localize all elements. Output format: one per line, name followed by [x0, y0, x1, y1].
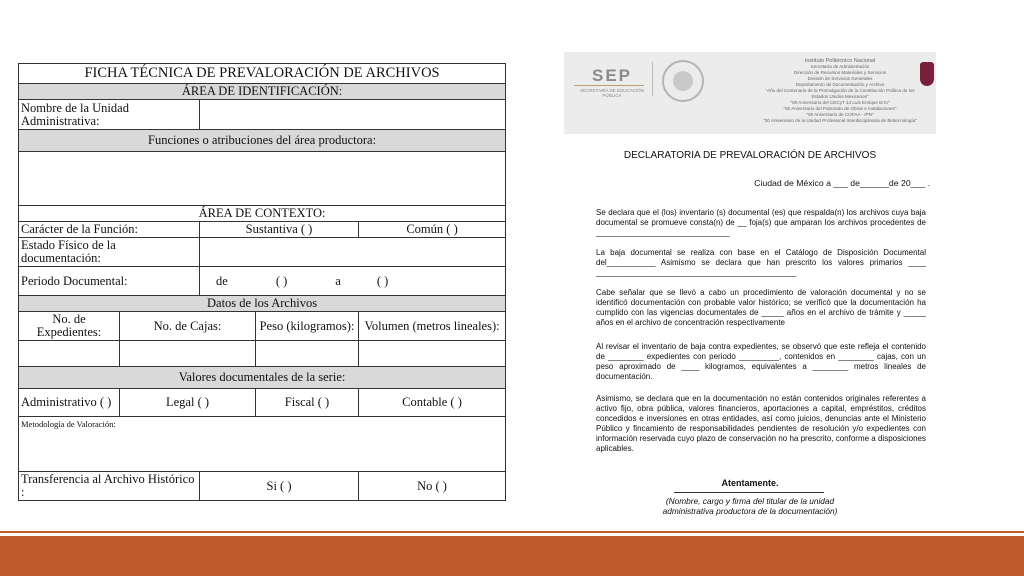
metodologia-field[interactable]: Metodología de Valoración:	[19, 417, 506, 472]
signature-caption	[564, 496, 936, 516]
atentamente-label: Atentamente.	[721, 478, 779, 488]
transferencia-no-option[interactable]: No ( )	[359, 472, 506, 501]
signature-caption-line-1: (Nombre, cargo y firma del titular de la unidad	[665, 496, 835, 506]
no-expedientes-field[interactable]	[19, 341, 120, 367]
mexico-emblem-icon	[662, 60, 704, 102]
signature-caption-line-2: administrativa productora de la documentación)	[662, 506, 838, 516]
area-contexto-row	[19, 206, 506, 222]
nombre-unidad-field[interactable]	[200, 100, 506, 130]
paragraph-expedientes: Al revisar el inventario de baja contra expedientes, se observó que este refleja el contenido de ________ expedientes con periodo _________, contenidos en ________ cajas, con un peso aproximado de ____ kilogramos, equivalentes a ________ metros lineales de documentación.	[596, 342, 926, 381]
paragraph-catalogo: La baja documental se realiza con base en el Catálogo de Disposición Documental del___________ Asimismo se declara que han prescrito los valores primarios ____ _____________________________________________	[596, 248, 926, 277]
nombre-unidad-row	[19, 100, 506, 130]
caracter-funcion-label: Carácter de la Función:	[19, 222, 200, 238]
periodo-hasta-paren: ( )	[376, 273, 389, 288]
ficha-tecnica-table	[18, 63, 506, 501]
ipn-line: Departamento de Documentación y Archivo	[795, 82, 885, 87]
ipn-line: Instituto Politécnico Nacional	[804, 58, 876, 64]
ipn-line: "60 Aniversario del Patronato de Obras e Instalaciones"	[783, 106, 897, 111]
datos-archivos-row	[19, 296, 506, 312]
periodo-documental-label: Periodo Documental:	[19, 267, 200, 296]
volumen-header: Volumen (metros lineales):	[359, 312, 506, 341]
ipn-line: "50 Aniversario de COFAA - IPN"	[806, 112, 874, 117]
signature-line	[674, 492, 824, 493]
paragraph-inventario: Se declara que el (los) inventario (s) documental (es) que respalda(n) los archivos cuya baja documental se promueve consta(n) de __ foja(s) que amparan los archivos procedentes de ______________________________	[596, 208, 926, 237]
valores-options-row	[19, 389, 506, 417]
periodo-documental-row	[19, 267, 506, 296]
fiscal-option[interactable]: Fiscal ( )	[256, 389, 359, 417]
ipn-line: Dirección de Recursos Materiales y Servicios	[793, 70, 887, 75]
peso-field[interactable]	[256, 341, 359, 367]
transferencia-si-option[interactable]: Si ( )	[200, 472, 359, 501]
ipn-line: División de Servicios Generales	[807, 76, 873, 81]
area-identificacion-heading: ÁREA DE IDENTIFICACIÓN:	[19, 84, 506, 100]
ipn-line: Secretaría de Administración	[810, 64, 870, 69]
volumen-field[interactable]	[359, 341, 506, 367]
peso-header: Peso (kilogramos):	[256, 312, 359, 341]
estado-fisico-field[interactable]	[200, 238, 506, 267]
caracter-funcion-row	[19, 222, 506, 238]
contable-option[interactable]: Contable ( )	[359, 389, 506, 417]
datos-archivos-heading: Datos de los Archivos	[19, 296, 506, 312]
funciones-heading: Funciones o atribuciones del área productora:	[19, 130, 506, 152]
declaratoria-title: DECLARATORIA DE PREVALORACIÓN DE ARCHIVOS	[623, 150, 877, 161]
periodo-a: a	[335, 273, 341, 288]
estado-fisico-label: Estado Físico de la documentación:	[19, 238, 200, 267]
periodo-de: de	[216, 273, 228, 288]
datos-archivos-headers-row	[19, 312, 506, 341]
sep-subtitle: SECRETARÍA DE EDUCACIÓN PÚBLICA	[580, 88, 644, 98]
ipn-line: "30 Aniversario de la Unidad Profesional Interdisciplinaria de Biotecnología"	[763, 118, 917, 123]
ipn-line: "80 Aniversario del CECyT 14 Luis Enrique Erro"	[790, 100, 890, 105]
declaratoria-header	[564, 52, 936, 134]
footer-band	[0, 536, 1024, 576]
ipn-logo-icon	[920, 62, 934, 86]
legal-option[interactable]: Legal ( )	[120, 389, 256, 417]
funciones-field[interactable]	[19, 152, 506, 206]
no-cajas-field[interactable]	[120, 341, 256, 367]
ipn-line: "Año del Centenario de la Promulgación de la Constitución Política de los Estados Unidos Mexicanos"	[765, 88, 915, 99]
estado-fisico-row	[19, 238, 506, 267]
administrativo-option[interactable]: Administrativo ( )	[19, 389, 120, 417]
funciones-field-row	[19, 152, 506, 206]
periodo-desde-paren: ( )	[275, 273, 288, 288]
valores-documentales-heading: Valores documentales de la serie:	[19, 367, 506, 389]
no-cajas-header: No. de Cajas:	[120, 312, 256, 341]
declaratoria-document	[564, 52, 936, 524]
paragraph-valoracion: Cabe señalar que se llevó a cabo un procedimiento de valoración documental y no se identificó documentación con probable valor histórico; se verificó que la documentación ha cumplido con las vigencias documentales de _____ años en el archivo de trámite y _____ años en el archivo de concentración respectivamente	[596, 288, 926, 327]
metodologia-row	[19, 417, 506, 472]
ficha-title: FICHA TÉCNICA DE PREVALORACIÓN DE ARCHIVOS	[19, 64, 506, 84]
periodo-documental-field[interactable]	[200, 267, 506, 296]
footer-accent-line	[0, 531, 1024, 533]
sustantiva-option[interactable]: Sustantiva ( )	[200, 222, 359, 238]
datos-archivos-values-row	[19, 341, 506, 367]
nombre-unidad-label: Nombre de la Unidad Administrativa:	[19, 100, 200, 130]
fecha-line: Ciudad de México a ___ de______de 20___ .	[754, 178, 930, 188]
valores-documentales-row	[19, 367, 506, 389]
area-contexto-heading: ÁREA DE CONTEXTO:	[19, 206, 506, 222]
header-divider	[652, 62, 653, 96]
ficha-title-row	[19, 64, 506, 84]
no-expedientes-header: No. de Expedientes:	[19, 312, 120, 341]
transferencia-label: Transferencia al Archivo Histórico :	[19, 472, 200, 501]
area-identificacion-row	[19, 84, 506, 100]
ipn-header-lines	[760, 58, 920, 124]
paragraph-asimismo: Asimismo, se declara que en la documentación no están contenidos originales referentes a activo fijo, obra pública, valores financieros, aportaciones a capital, empréstitos, créditos concedidos e inversiones en otras entidades, así como juicios, denuncias ante el Ministerio Público y fincamiento de responsabilidades pendientes de resolución y/o expedientes con información reservada cuyo plazo de conservación no ha prescrito, conforme a disposiciones aplicables.	[596, 394, 926, 453]
funciones-row	[19, 130, 506, 152]
transferencia-row	[19, 472, 506, 501]
sep-logo: SEP	[592, 66, 633, 85]
comun-option[interactable]: Común ( )	[359, 222, 506, 238]
sep-logo-rule	[574, 85, 644, 86]
